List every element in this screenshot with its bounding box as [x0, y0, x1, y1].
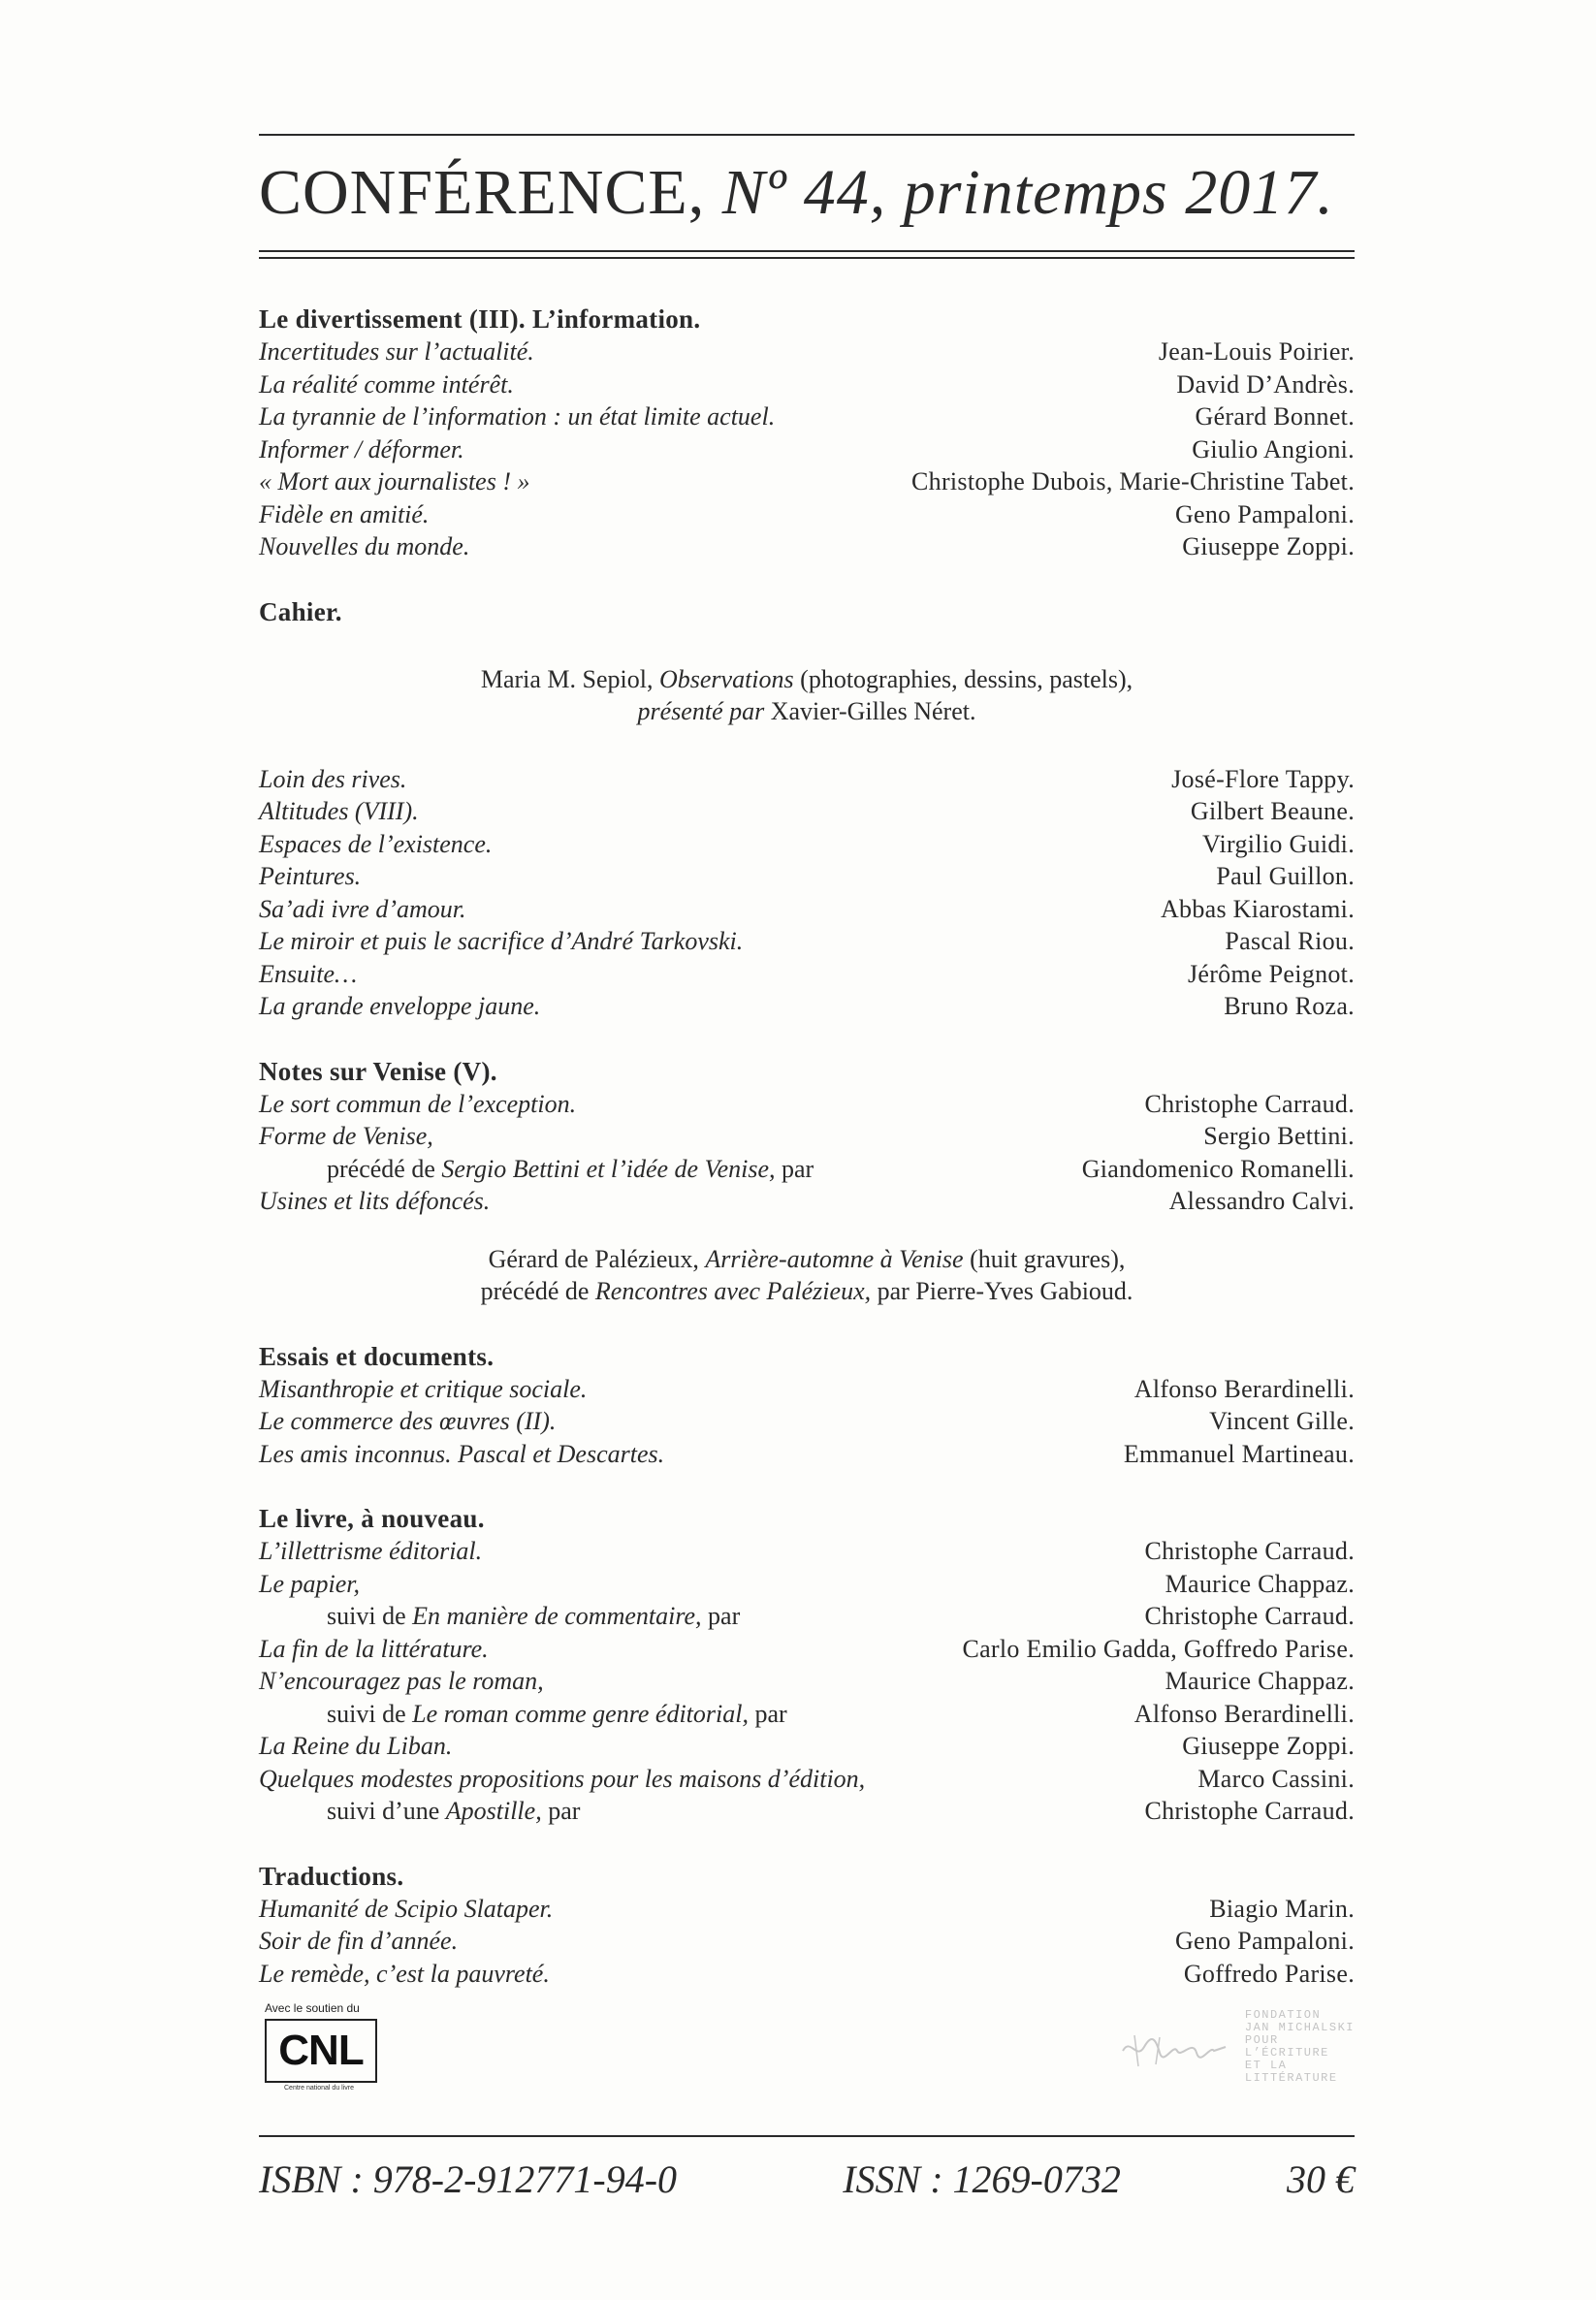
item-title: Misanthropie et critique sociale.: [259, 1374, 588, 1403]
price: 30 €: [1287, 2157, 1355, 2201]
list-item: [259, 925, 1355, 958]
spacer: [259, 1218, 1355, 1243]
sponsor-logos: [259, 2001, 1355, 2118]
item-author: Geno Pampaloni.: [1174, 1927, 1355, 1955]
item-author: Carlo Emilio Gadda, Goffredo Parise.: [962, 1634, 1355, 1663]
list-item: [259, 1535, 1355, 1568]
feature-preceded: précédé de: [480, 1277, 590, 1305]
list-item-sub: [259, 1698, 1355, 1731]
table-of-contents-page: [259, 134, 1355, 2202]
item-title: Le commerce des œuvres (II).: [259, 1407, 557, 1435]
issue-number: Nº 44,: [721, 157, 887, 228]
list-item: [259, 860, 1355, 893]
item-title: La fin de la littérature.: [259, 1634, 489, 1663]
list-item: [259, 795, 1355, 828]
item-author: Jérôme Peignot.: [1187, 959, 1355, 988]
section-essais: [259, 1341, 1355, 1471]
item-author: Alfonso Berardinelli.: [1133, 1699, 1355, 1728]
issn: ISSN : 1269-0732: [843, 2157, 1121, 2201]
list-item-sub: [259, 1600, 1355, 1633]
feature-medium: (huit gravures),: [970, 1244, 1126, 1273]
item-title: Peintures.: [259, 862, 362, 890]
list-item: [259, 828, 1355, 861]
list-item: [259, 368, 1355, 401]
section-cahier: [259, 596, 1355, 1023]
item-author: Vincent Gille.: [1209, 1407, 1355, 1435]
masthead-double-rule: [259, 250, 1355, 259]
list-item: [259, 1958, 1355, 1991]
item-author: David D’Andrès.: [1176, 369, 1355, 399]
item-author: Gérard Bonnet.: [1195, 402, 1355, 431]
item-author: Abbas Kiarostami.: [1160, 894, 1355, 923]
item-title: Loin des rives.: [259, 764, 407, 793]
item-title: La tyrannie de l’information : un état limite actuel.: [259, 402, 776, 431]
list-item: [259, 893, 1355, 926]
item-title: Quelques modestes propositions pour les maisons d’édition,: [259, 1764, 866, 1793]
issue-season: printemps 2017.: [903, 157, 1334, 228]
item-author: Marco Cassini.: [1197, 1764, 1355, 1793]
item-title: Informer / déformer.: [259, 434, 464, 463]
item-author: Christophe Dubois, Marie-Christine Tabet.: [911, 467, 1355, 495]
list-item: [259, 1438, 1355, 1471]
suffix: par: [782, 1154, 814, 1183]
list-item: [259, 1665, 1355, 1698]
list-item: [259, 530, 1355, 563]
list-item-sub: [259, 1153, 1355, 1186]
list-item: [259, 1405, 1355, 1438]
list-item: [259, 958, 1355, 991]
item-title: Le papier,: [259, 1569, 360, 1598]
fondation-logo: [1117, 2009, 1355, 2085]
item-author: Virgilio Guidi.: [1201, 829, 1355, 858]
section-title: Le divertissement (III). L’information.: [259, 304, 701, 334]
section-title: Cahier.: [259, 596, 342, 626]
item-author: Alessandro Calvi.: [1168, 1187, 1355, 1215]
item-author: Geno Pampaloni.: [1174, 499, 1355, 528]
list-item: [259, 498, 1355, 531]
list-item-sub: [259, 1795, 1355, 1828]
cnl-subtitle: Centre national du livre: [284, 2085, 354, 2092]
item-title: Humanité de Scipio Slataper.: [259, 1894, 554, 1923]
item-author: Maurice Chappaz.: [1165, 1569, 1355, 1598]
item-author: Giuseppe Zoppi.: [1182, 532, 1355, 560]
item-author: Pascal Riou.: [1225, 927, 1355, 955]
item-title: L’illettrisme éditorial.: [259, 1537, 483, 1565]
item-title: Le remède, c’est la pauvreté.: [259, 1959, 550, 1988]
feature-medium: (photographies, dessins, pastels),: [800, 664, 1133, 693]
subtitle: Apostille,: [445, 1797, 542, 1825]
list-item: [259, 433, 1355, 466]
item-author: Sergio Bettini.: [1203, 1122, 1355, 1150]
item-author: Giulio Angioni.: [1192, 434, 1355, 463]
item-author: Giandomenico Romanelli.: [1081, 1154, 1355, 1183]
item-title: Altitudes (VIII).: [259, 797, 419, 825]
isbn: ISBN : 978-2-912771-94-0: [259, 2157, 678, 2201]
item-author: Jean-Louis Poirier.: [1158, 337, 1355, 366]
feature-author: par Pierre-Yves Gabioud.: [877, 1277, 1133, 1305]
cnl-caption: Avec le soutien du: [265, 2001, 360, 2015]
contents: [259, 303, 1355, 2202]
item-title: [259, 1153, 814, 1186]
feature-work: Arrière-automne à Venise: [705, 1244, 964, 1273]
item-author: Maurice Chappaz.: [1165, 1667, 1355, 1695]
list-item: [259, 400, 1355, 433]
subtitle: Sergio Bettini et l’idée de Venise,: [441, 1154, 776, 1183]
prefix: suivi de: [327, 1699, 406, 1728]
item-title: La grande enveloppe jaune.: [259, 992, 541, 1020]
feature-presenter: Xavier-Gilles Néret.: [770, 697, 976, 725]
section-venise: [259, 1056, 1355, 1308]
item-title: Ensuite…: [259, 959, 358, 988]
item-title: [259, 1600, 740, 1633]
section-title: Notes sur Venise (V).: [259, 1056, 497, 1086]
list-item: [259, 465, 1355, 498]
item-author: Alfonso Berardinelli.: [1133, 1374, 1355, 1403]
feature-subtitle: Rencontres avec Palézieux,: [594, 1277, 872, 1305]
item-title: Nouvelles du monde.: [259, 532, 470, 560]
feature-artist: Gérard de Palézieux,: [488, 1244, 699, 1273]
list-item: [259, 335, 1355, 368]
footer: [259, 2156, 1355, 2202]
list-item: [259, 1730, 1355, 1763]
item-author: Biagio Marin.: [1209, 1894, 1355, 1923]
signature-icon: [1117, 2018, 1233, 2076]
feature-artist: Maria M. Sepiol,: [480, 664, 654, 693]
section-title: Traductions.: [259, 1861, 404, 1891]
item-author: Gilbert Beaune.: [1190, 797, 1355, 825]
top-rule: [259, 134, 1355, 136]
section-livre: [259, 1503, 1355, 1828]
subtitle: Le roman comme genre éditorial,: [412, 1699, 749, 1728]
item-author: Goffredo Parise.: [1183, 1959, 1355, 1988]
item-title: Le sort commun de l’exception.: [259, 1089, 577, 1118]
item-author: Christophe Carraud.: [1144, 1797, 1355, 1825]
spacer: [259, 728, 1355, 763]
prefix: suivi d’une: [327, 1797, 440, 1825]
prefix: précédé de: [327, 1154, 435, 1183]
item-title: Fidèle en amitié.: [259, 499, 430, 528]
suffix: par: [708, 1602, 741, 1630]
item-title: Incertitudes sur l’actualité.: [259, 337, 534, 366]
item-title: Usines et lits défoncés.: [259, 1187, 491, 1215]
suffix: par: [548, 1797, 581, 1825]
item-author: Christophe Carraud.: [1144, 1537, 1355, 1565]
item-title: [259, 1795, 580, 1828]
item-author: Bruno Roza.: [1224, 992, 1355, 1020]
list-item: [259, 763, 1355, 796]
item-author: Emmanuel Martineau.: [1123, 1439, 1355, 1468]
section-traductions: [259, 1861, 1355, 1991]
item-title: N’encouragez pas le roman,: [259, 1667, 544, 1695]
list-item: [259, 1088, 1355, 1121]
item-author: Christophe Carraud.: [1144, 1602, 1355, 1630]
cahier-feature: [259, 663, 1355, 728]
subtitle: En manière de commentaire,: [412, 1602, 702, 1630]
list-item: [259, 1373, 1355, 1406]
item-title: « Mort aux journalistes ! »: [259, 467, 530, 495]
list-item: [259, 1893, 1355, 1926]
list-item: [259, 1185, 1355, 1218]
cnl-mark: [265, 2019, 377, 2083]
cnl-logo: [265, 2001, 377, 2092]
item-author: Paul Guillon.: [1216, 862, 1355, 890]
list-item: [259, 1568, 1355, 1601]
item-title: La Reine du Liban.: [259, 1732, 453, 1760]
item-title: La réalité comme intérêt.: [259, 369, 514, 399]
list-item: [259, 1925, 1355, 1958]
venise-feature: [259, 1243, 1355, 1308]
list-item: [259, 1633, 1355, 1666]
section-title: Essais et documents.: [259, 1341, 495, 1371]
item-title: Forme de Venise,: [259, 1122, 433, 1150]
journal-name: CONFÉRENCE,: [259, 157, 706, 228]
suffix: par: [754, 1699, 787, 1728]
feature-line-2: [259, 695, 1355, 728]
prefix: suivi de: [327, 1602, 406, 1630]
list-item: [259, 1120, 1355, 1153]
bottom-rule: [259, 2135, 1355, 2137]
cnl-letters: CNL: [278, 2027, 364, 2074]
item-title: Soir de fin d’année.: [259, 1927, 459, 1955]
feature-work: Observations: [658, 664, 794, 693]
feature-line-2: [259, 1275, 1355, 1308]
item-title: Espaces de l’existence.: [259, 829, 493, 858]
item-title: Sa’adi ivre d’amour.: [259, 894, 466, 923]
item-author: Giuseppe Zoppi.: [1182, 1732, 1355, 1760]
list-item: [259, 990, 1355, 1023]
masthead: [259, 157, 1355, 228]
item-title: Le miroir et puis le sacrifice d’André Tarkovski.: [259, 927, 744, 955]
feature-presented: présenté par: [637, 697, 765, 725]
section-divertissement: [259, 303, 1355, 563]
item-author: Christophe Carraud.: [1144, 1089, 1355, 1118]
item-author: José-Flore Tappy.: [1171, 764, 1355, 793]
fondation-name: FONDATION JAN MICHALSKI POUR L’ÉCRITURE ET LA LITTÉRATURE: [1244, 2008, 1355, 2085]
spacer: [259, 628, 1355, 663]
item-title: [259, 1698, 787, 1731]
section-title: Le livre, à nouveau.: [259, 1504, 485, 1533]
list-item: [259, 1763, 1355, 1796]
item-title: Les amis inconnus. Pascal et Descartes.: [259, 1439, 665, 1468]
